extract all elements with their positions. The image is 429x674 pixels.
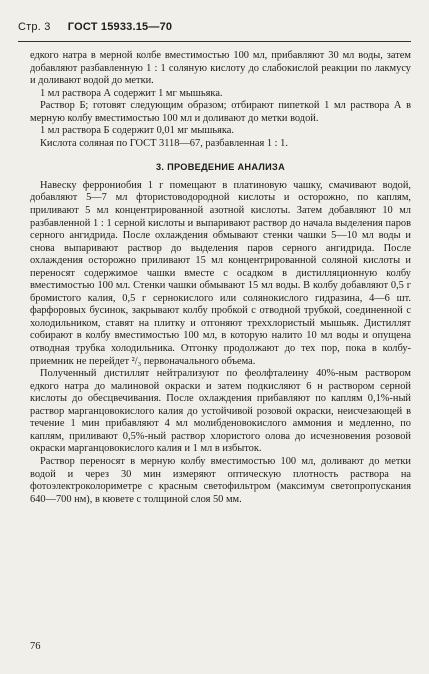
- paragraph-solution-a: 1 мл раствора А содержит 1 мг мышьяка.: [40, 87, 223, 99]
- paragraph-solution-b-prep: Раствор Б; готовят следующим образом; отбирают пипеткой 1 мл раствора А в мерную колбу вместимостью 100 мл и доливают до метки водой.: [30, 100, 411, 124]
- page-header: [18, 21, 172, 33]
- page-number: 76: [30, 641, 41, 652]
- paragraph-measurement: Раствор переносят в мерную колбу вместимостью 100 мл, доливают до метки водой и через 30 мин измеряют оптическую плотность раствора на фотоэлектроколориметре с красным светофильтром (максимум светопропускания 640—700 нм), в кювете с толщиной слоя 50 мм.: [30, 455, 411, 505]
- paragraph-hydrochloric-acid: Кислота соляная по ГОСТ 3118—67, разбавленная 1 : 1.: [40, 137, 288, 149]
- paragraph-continuation: едкого натра в мерной колбе вместимостью 100 мл, прибавляют 30 мл воды, затем добавляют разбавленную 1 : 1 соляную кислоту до слабокислой реакции по лакмусу и доливают водой до метки.: [30, 50, 411, 87]
- paragraph-sample-procedure: Навеску феррониобия 1 г помещают в платиновую чашку, смачивают водой, добавляют 5—7 мл фтористоводородной кислоты и осторожно, по каплям, приливают 5 мл концентрированной азотной кислоты. Затем добавляют 10 мл разбавленной 1 : 1 серной кислоты и выпаривают раствор до начала выделения паров серного ангидрида. После охлаждения обмывают стенки чашки 5—10 мл воды и снова выпаривают раствор до выделения паров серного ангидрида. После охлаждения осторожно приливают 15 мл концентрированной соляной кислоты и переносят содержимое чашки вместе с осадком в дистилляционную колбу вместимостью 100 мл. Стенки чашки обмывают 15 мл воды. В колбу добавляют 0,5 г бромистого калия, 0,5 г сернокислого или солянокислого гидразина, 4—6 шт. фарфоровых бусинок, закрывают колбу пробкой с отводной трубкой, соединенной с холодильником, ставят на плитку и отгоняют треххлористый мышьяк. Дистиллят собирают в колбу вместимостью 100 мл, в которую налито 10 мл воды и опущена отводная трубка холодильника. Отгонку продолжают до тех пор, пока в колбу-приемник не перейдет ²/₃ первоначального объема.: [30, 179, 411, 367]
- paragraph-solution-b: 1 мл раствора Б содержит 0,01 мг мышьяка.: [40, 125, 234, 137]
- header-rule: [18, 41, 411, 42]
- section-heading: 3. ПРОВЕДЕНИЕ АНАЛИЗА: [155, 162, 286, 173]
- document-body: [30, 50, 411, 506]
- standard-code: ГОСТ 15933.15—70: [67, 21, 173, 33]
- section-spacer: [30, 150, 411, 157]
- paragraph-distillate-treatment: Полученный дистиллят нейтрализуют по феолфталеину 40%-ным раствором едкого натра до малиновой окраски и затем подкисляют 6 н раствором серной кислоты до обесцвечивания. После охлаждения прибавляют по каплям 0,1%-ный раствор марганцовокислого калия до устойчивой розовой окраски, неисчезающей в течение 1 мин прибавляют 4 мл молибденовокислого аммония и медленно, по каплям, приливают 0,5%-ный раствор хлористого олова до исчезновения розовой окраски марганцовокислого калия и 1 мл в избыток.: [30, 368, 411, 455]
- page-label: Стр. 3: [18, 21, 51, 33]
